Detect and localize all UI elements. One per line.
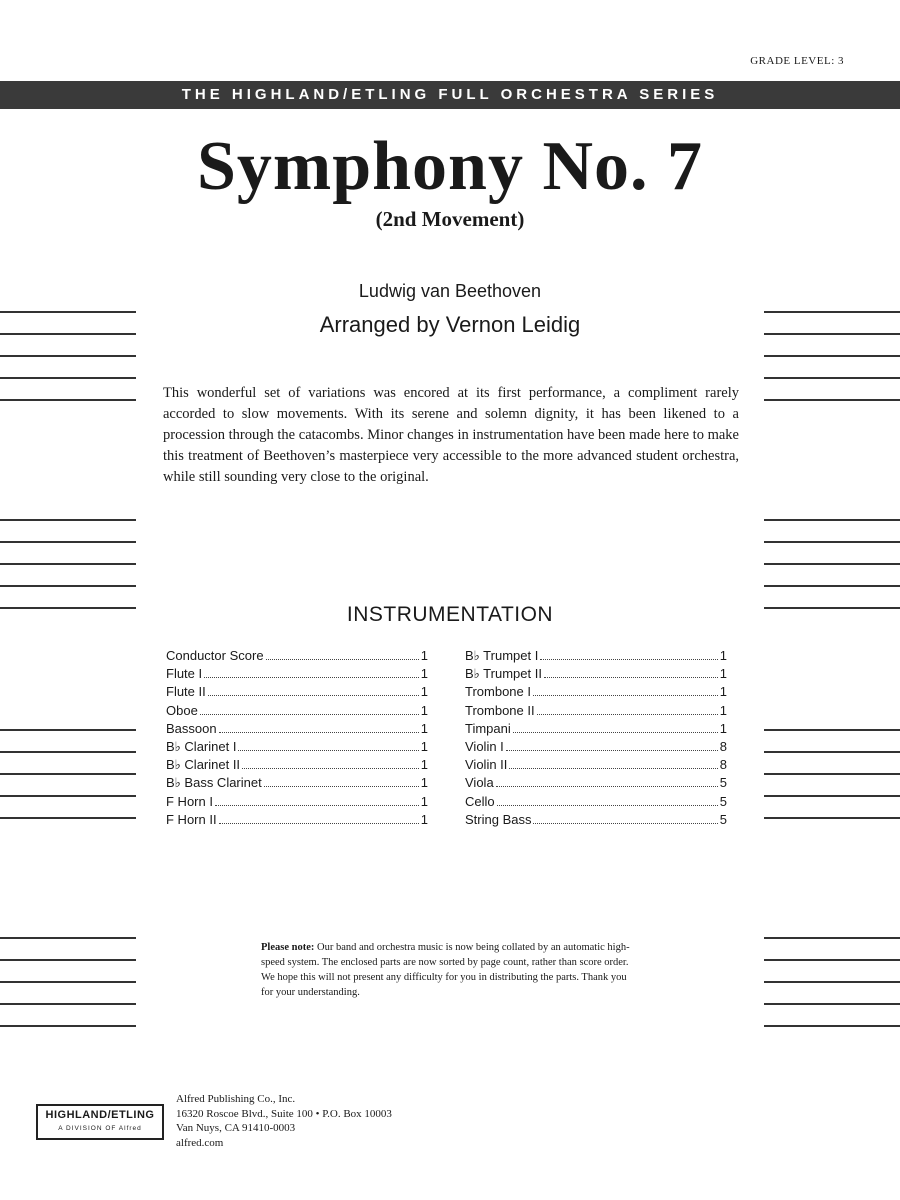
instrument-name: F Horn I xyxy=(166,793,213,809)
instrument-qty: 1 xyxy=(420,702,428,718)
instrument-row xyxy=(166,647,428,665)
note-text: Our band and orchestra music is now being collated by an automatic high-speed system. The enclosed parts are now sorted by page count, rather than score order. We hope this will not present any difficulty for you in distributing the parts. Thank you for your understanding. xyxy=(261,942,630,998)
instrument-name: Violin II xyxy=(465,757,508,773)
instrument-row xyxy=(166,720,428,738)
instrument-qty: 1 xyxy=(420,793,428,809)
instrument-name: B♭ Bass Clarinet xyxy=(166,775,262,791)
leader-dots xyxy=(242,768,419,769)
leader-dots xyxy=(219,732,419,733)
instrument-row xyxy=(166,756,428,774)
leader-dots xyxy=(496,786,718,787)
note-label: Please note: xyxy=(261,942,315,953)
leader-dots xyxy=(509,768,717,769)
instrument-row xyxy=(166,793,428,811)
leader-dots xyxy=(533,695,718,696)
address-line-2: Van Nuys, CA 91410-0003 xyxy=(176,1122,296,1134)
instrument-name: Trombone II xyxy=(465,702,535,718)
leader-dots xyxy=(266,659,419,660)
leader-dots xyxy=(204,677,419,678)
instrument-qty: 1 xyxy=(420,720,428,736)
instrument-name: Violin I xyxy=(465,738,504,754)
leader-dots xyxy=(219,823,419,824)
instrument-row xyxy=(465,774,727,792)
staff-lines-decoration xyxy=(0,311,136,421)
publisher-name: Alfred Publishing Co., Inc. xyxy=(176,1093,296,1105)
leader-dots xyxy=(506,750,718,751)
instrument-row xyxy=(166,702,428,720)
leader-dots xyxy=(264,786,419,787)
instrument-name: String Bass xyxy=(465,811,532,827)
instrument-row xyxy=(166,665,428,683)
staff-lines-decoration xyxy=(764,519,900,629)
staff-lines-decoration xyxy=(764,729,900,839)
instrument-name: Flute I xyxy=(166,666,203,682)
arranger: Arranged by Vernon Leidig xyxy=(319,312,581,337)
instrument-qty: 1 xyxy=(420,666,428,682)
website: alfred.com xyxy=(176,1136,224,1149)
leader-dots xyxy=(497,805,718,806)
instrument-qty: 1 xyxy=(420,738,428,754)
instrument-name: Conductor Score xyxy=(166,648,264,663)
grade-level: GRADE LEVEL: 3 xyxy=(750,55,844,67)
leader-dots xyxy=(238,750,418,751)
staff-lines-decoration xyxy=(0,937,136,1047)
staff-lines-decoration xyxy=(0,729,136,839)
leader-dots xyxy=(540,659,717,660)
instrument-qty: 8 xyxy=(719,757,727,773)
instrument-row xyxy=(465,647,727,665)
staff-lines-decoration xyxy=(764,937,900,1047)
instrumentation-right-column xyxy=(465,647,727,829)
instrument-row xyxy=(465,738,727,756)
page-subtitle: (2nd Movement) xyxy=(375,207,525,231)
leader-dots xyxy=(215,805,419,806)
instrument-row xyxy=(166,811,428,829)
instrument-row xyxy=(465,756,727,774)
instrument-qty: 1 xyxy=(420,757,428,773)
instrument-row xyxy=(166,774,428,792)
leader-dots xyxy=(544,677,718,678)
publisher-address xyxy=(176,1092,392,1150)
instrument-name: B♭ Clarinet II xyxy=(166,757,241,773)
leader-dots xyxy=(208,695,419,696)
instrument-name: Viola xyxy=(465,775,494,791)
instrument-name: Trombone I xyxy=(465,684,531,700)
instrument-name: B♭ Trumpet II xyxy=(465,666,542,682)
instrument-qty: 1 xyxy=(719,666,727,682)
leader-dots xyxy=(533,823,717,824)
instrument-qty: 8 xyxy=(719,738,727,754)
staff-lines-decoration xyxy=(764,311,900,421)
leader-dots xyxy=(537,714,718,715)
instrument-qty: 5 xyxy=(719,775,727,791)
instrument-qty: 1 xyxy=(719,720,727,736)
instrument-row xyxy=(465,665,727,683)
instrument-row xyxy=(465,811,727,829)
staff-lines-decoration xyxy=(0,519,136,629)
instrument-qty: 1 xyxy=(719,648,727,663)
instrument-name: B♭ Trumpet I xyxy=(465,648,539,663)
instrument-qty: 1 xyxy=(420,684,428,700)
instrument-name: B♭ Clarinet I xyxy=(166,738,237,754)
instrument-row xyxy=(465,702,727,720)
instrumentation-left-column xyxy=(166,647,428,829)
leader-dots xyxy=(513,732,718,733)
instrument-qty: 1 xyxy=(719,702,727,718)
instrument-row xyxy=(465,793,727,811)
instrumentation-heading: INSTRUMENTATION xyxy=(346,603,554,626)
instrument-row xyxy=(465,720,727,738)
instrument-qty: 1 xyxy=(420,811,428,827)
instrument-qty: 5 xyxy=(719,793,727,809)
description: This wonderful set of variations was encored at its first performance, a compliment rarely accorded to slow movements. With its serene and solemn dignity, it has been likened to a procession through the catacombs. Minor changes in instrumentation have been made here to make this treatment of Beethoven’s masterpiece very accessible to the more advanced student orchestra, while still sounding very close to the original. xyxy=(163,385,739,485)
instrument-qty: 1 xyxy=(420,775,428,791)
instrument-qty: 1 xyxy=(719,684,727,700)
instrument-name: Cello xyxy=(465,793,495,809)
composer: Ludwig van Beethoven xyxy=(358,281,542,301)
logo-brand: HIGHLAND/ETLING xyxy=(45,1109,155,1121)
instrument-name: F Horn II xyxy=(166,811,217,827)
instrument-name: Timpani xyxy=(465,720,511,736)
logo-subtitle: A DIVISION OF Alfred xyxy=(58,1125,142,1132)
instrument-name: Bassoon xyxy=(166,720,217,736)
instrument-name: Flute II xyxy=(166,684,206,700)
instrument-row xyxy=(166,738,428,756)
instrument-qty: 1 xyxy=(420,648,428,663)
series-banner: THE HIGHLAND/ETLING FULL ORCHESTRA SERIES xyxy=(0,81,900,109)
address-line-1: 16320 Roscoe Blvd., Suite 100 • P.O. Box 10003 xyxy=(176,1107,392,1120)
leader-dots xyxy=(200,714,419,715)
instrument-name: Oboe xyxy=(166,702,198,718)
page-title: Symphony No. 7 xyxy=(196,128,704,205)
instrument-row xyxy=(465,683,727,701)
collation-note xyxy=(261,940,641,1000)
instrument-qty: 5 xyxy=(719,811,727,827)
publisher-logo xyxy=(36,1104,164,1140)
instrument-row xyxy=(166,683,428,701)
